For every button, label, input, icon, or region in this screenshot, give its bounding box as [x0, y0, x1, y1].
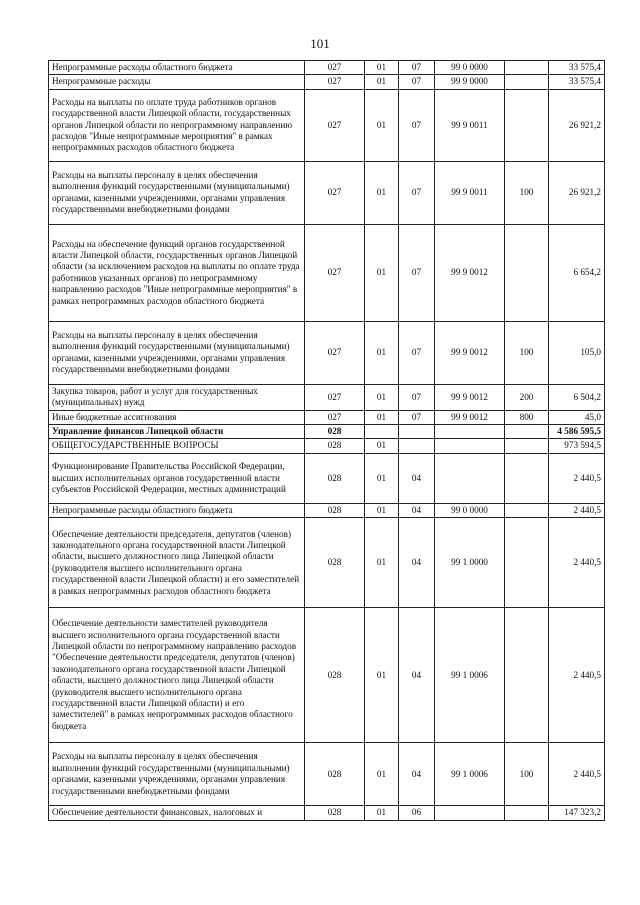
table-row: [49, 89, 605, 161]
row-kind: 800: [505, 410, 549, 424]
row-sum: 147 323,2: [549, 806, 605, 820]
row-sum: 6 504,2: [549, 384, 605, 410]
row-section: 01: [365, 224, 399, 321]
row-subsection: 07: [399, 75, 435, 89]
table-row: [49, 321, 605, 384]
row-subsection: 04: [399, 518, 435, 608]
row-article: [435, 806, 505, 820]
row-subsection: 07: [399, 410, 435, 424]
row-section: 01: [365, 518, 399, 608]
row-code: 027: [305, 224, 365, 321]
row-kind: 100: [505, 321, 549, 384]
row-kind: [505, 224, 549, 321]
table-row: [49, 161, 605, 224]
row-kind: [505, 503, 549, 517]
row-subsection: 07: [399, 384, 435, 410]
budget-table-body: [49, 61, 605, 821]
row-kind: [505, 453, 549, 503]
row-subsection: 07: [399, 161, 435, 224]
table-row: [49, 224, 605, 321]
table-row: [49, 61, 605, 75]
row-code: 027: [305, 321, 365, 384]
row-subsection: 04: [399, 503, 435, 517]
row-section: 01: [365, 410, 399, 424]
table-row: [49, 806, 605, 820]
table-row: [49, 75, 605, 89]
row-kind: [505, 518, 549, 608]
row-article: 99 9 0012: [435, 224, 505, 321]
row-article: 99 9 0012: [435, 410, 505, 424]
row-kind: [505, 439, 549, 453]
row-name: Расходы на выплаты персоналу в целях обеспечения выполнения функций государственными (муниципальными) органами, казенными учреждениями, органами управления государственными внебюджетными фондами: [49, 161, 305, 224]
row-sum: 2 440,5: [549, 608, 605, 743]
row-name: Обеспечение деятельности заместителей руководителя высшего исполнительного органа государственной власти Липецкой области по непрограммному направлению расходов "Обеспечение деятельности председателя, депутатов (членов) законодательного органа государственной власти Липецкой области, высшего должностного лица Липецкой области (руководителя высшего исполнительного органа государственной власти Липецкой области) и его заместителей" в рамках непрограммных расходов областного бюджета: [49, 608, 305, 743]
row-article: 99 9 0012: [435, 321, 505, 384]
table-row: [49, 503, 605, 517]
table-row: [49, 743, 605, 806]
row-section: 01: [365, 75, 399, 89]
row-name: Расходы на выплаты по оплате труда работников органов государственной власти Липецкой области, государственных органов Липецкой области по непрограммному направлению расходов "Иные непрограммные мероприятия" в рамках непрограммных расходов областного бюджета: [49, 89, 305, 161]
row-sum: 2 440,5: [549, 453, 605, 503]
table-row: [49, 425, 605, 439]
row-name: Расходы на обеспечение функций органов государственной власти Липецкой области, государственных органов Липецкой области (за исключением расходов на выплаты по оплате труда работников указанных органов) по непрограммному направлению расходов "Иные непрограммные мероприятия" в рамках непрограммных расходов областного бюджета: [49, 224, 305, 321]
table-row: [49, 453, 605, 503]
row-kind: [505, 89, 549, 161]
row-code: 028: [305, 425, 365, 439]
row-sum: 6 654,2: [549, 224, 605, 321]
row-code: 028: [305, 608, 365, 743]
table-row: [49, 608, 605, 743]
table-row: [49, 384, 605, 410]
row-article: [435, 453, 505, 503]
row-name: Функционирование Правительства Российской Федерации, высших исполнительных органов государственной власти субъектов Российской Федерации, местных администраций: [49, 453, 305, 503]
table-row: [49, 439, 605, 453]
row-subsection: 04: [399, 453, 435, 503]
row-subsection: 06: [399, 806, 435, 820]
row-sum: 4 586 595,5: [549, 425, 605, 439]
row-article: 99 9 0000: [435, 75, 505, 89]
row-code: 027: [305, 161, 365, 224]
row-name: Непрограммные расходы: [49, 75, 305, 89]
row-section: 01: [365, 439, 399, 453]
row-section: 01: [365, 89, 399, 161]
row-name: Непрограммные расходы областного бюджета: [49, 503, 305, 517]
row-code: 027: [305, 89, 365, 161]
table-row: [49, 410, 605, 424]
row-code: 028: [305, 743, 365, 806]
row-subsection: 07: [399, 321, 435, 384]
row-section: [365, 425, 399, 439]
row-sum: 2 440,5: [549, 503, 605, 517]
page-number: 101: [310, 36, 330, 51]
row-sum: 973 594,5: [549, 439, 605, 453]
row-section: 01: [365, 321, 399, 384]
row-article: 99 9 0012: [435, 384, 505, 410]
row-sum: 33 575,4: [549, 75, 605, 89]
row-kind: [505, 806, 549, 820]
row-article: 99 1 0006: [435, 608, 505, 743]
row-section: 01: [365, 453, 399, 503]
row-subsection: 04: [399, 608, 435, 743]
row-code: 028: [305, 806, 365, 820]
row-article: 99 0 0000: [435, 61, 505, 75]
row-article: 99 9 0011: [435, 161, 505, 224]
row-code: 028: [305, 503, 365, 517]
row-section: 01: [365, 806, 399, 820]
row-kind: [505, 75, 549, 89]
row-kind: 200: [505, 384, 549, 410]
row-kind: [505, 425, 549, 439]
row-section: 01: [365, 384, 399, 410]
row-subsection: 07: [399, 89, 435, 161]
row-sum: 2 440,5: [549, 743, 605, 806]
row-code: 028: [305, 518, 365, 608]
row-name: Расходы на выплаты персоналу в целях обеспечения выполнения функций государственными (муниципальными) органами, казенными учреждениями, органами управления государственными внебюджетными фондами: [49, 321, 305, 384]
row-code: 028: [305, 453, 365, 503]
row-kind: 100: [505, 743, 549, 806]
row-article: 99 1 0006: [435, 743, 505, 806]
row-sum: 45,0: [549, 410, 605, 424]
row-sum: 2 440,5: [549, 518, 605, 608]
row-name: Обеспечение деятельности финансовых, налоговых и: [49, 806, 305, 820]
row-section: 01: [365, 161, 399, 224]
row-section: 01: [365, 61, 399, 75]
row-article: 99 0 0000: [435, 503, 505, 517]
row-section: 01: [365, 743, 399, 806]
row-article: 99 9 0011: [435, 89, 505, 161]
row-name: Непрограммные расходы областного бюджета: [49, 61, 305, 75]
row-code: 027: [305, 61, 365, 75]
row-code: 027: [305, 410, 365, 424]
row-article: 99 1 0000: [435, 518, 505, 608]
row-sum: 26 921,2: [549, 161, 605, 224]
row-sum: 33 575,4: [549, 61, 605, 75]
row-section: 01: [365, 503, 399, 517]
row-article: [435, 439, 505, 453]
row-subsection: 07: [399, 61, 435, 75]
row-code: 028: [305, 439, 365, 453]
row-kind: [505, 61, 549, 75]
row-subsection: 07: [399, 224, 435, 321]
row-name: ОБЩЕГОСУДАРСТВЕННЫЕ ВОПРОСЫ: [49, 439, 305, 453]
row-kind: [505, 608, 549, 743]
row-name: Закупка товаров, работ и услуг для государственных (муниципальных) нужд: [49, 384, 305, 410]
row-name: Расходы на выплаты персоналу в целях обеспечения выполнения функций государственными (муниципальными) органами, казенными учреждениями, органами управления государственными внебюджетными фондами: [49, 743, 305, 806]
row-section: 01: [365, 608, 399, 743]
row-name: Иные бюджетные ассигнования: [49, 410, 305, 424]
budget-table: [48, 60, 605, 821]
row-subsection: [399, 425, 435, 439]
row-subsection: [399, 439, 435, 453]
row-subsection: 04: [399, 743, 435, 806]
table-row: [49, 518, 605, 608]
row-sum: 105,0: [549, 321, 605, 384]
row-code: 027: [305, 384, 365, 410]
row-sum: 26 921,2: [549, 89, 605, 161]
row-kind: 100: [505, 161, 549, 224]
row-article: [435, 425, 505, 439]
row-name: Обеспечение деятельности председателя, депутатов (членов) законодательного органа государственной власти Липецкой области, высшего должностного лица Липецкой области (руководителя высшего исполнительного органа государственной власти Липецкой области) и его заместителей в рамках непрограммных расходов областного бюджета: [49, 518, 305, 608]
row-code: 027: [305, 75, 365, 89]
row-name: Управление финансов Липецкой области: [49, 425, 305, 439]
